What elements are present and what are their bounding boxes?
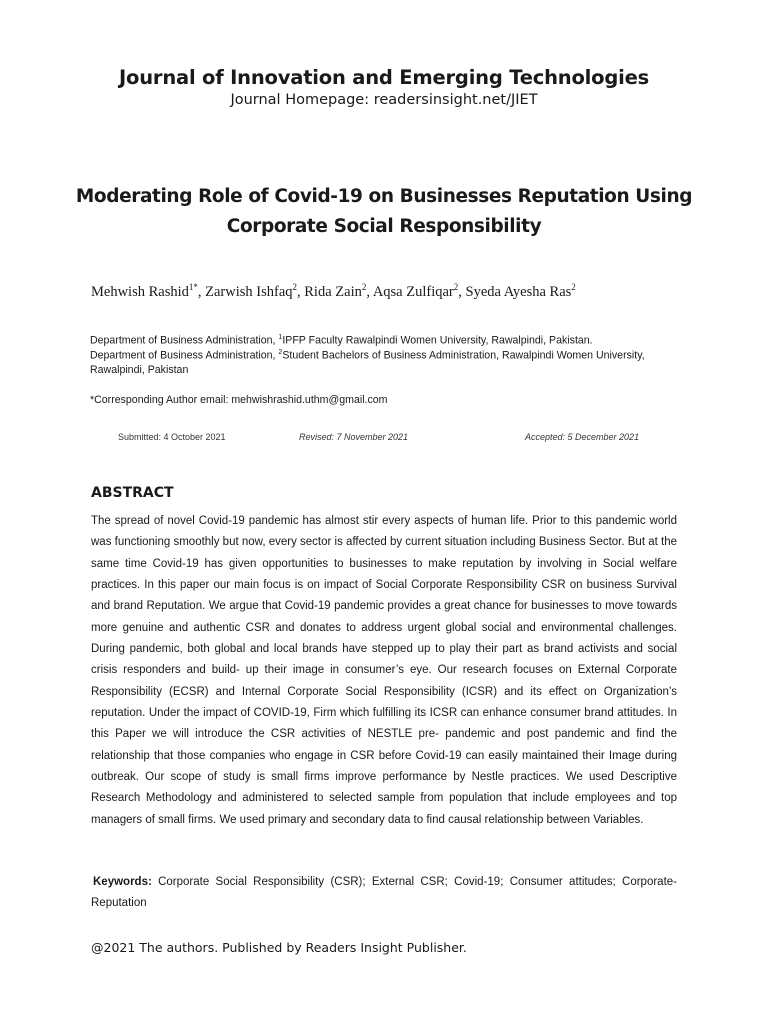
journal-homepage: Journal Homepage: readersinsight.net/JIET <box>230 92 538 108</box>
keywords-text: Corporate Social Responsibility (CSR); External CSR; Covid-19; Consumer attitudes; Corporate-Reputation <box>91 876 677 910</box>
journal-title: Journal of Innovation and Emerging Technologies <box>118 66 650 89</box>
submitted-date: Submitted: 4 October 2021 <box>118 432 226 442</box>
author-name: Rida Zain <box>304 283 362 300</box>
affiliation-text: IPFP Faculty Rawalpindi Women University, Rawalpindi, Pakistan. <box>282 334 593 347</box>
affiliation-text: Department of Business Administration, <box>90 334 279 347</box>
author-name: Mehwish Rashid <box>91 283 189 300</box>
author-name: Zarwish Ishfaq <box>205 283 293 300</box>
author-affiliation-marker: 1* <box>188 282 198 292</box>
affiliation-marker: 2 <box>278 349 283 356</box>
corresponding-author-email: *Corresponding Author email: mehwishrashid.uthm@gmail.com <box>90 394 388 406</box>
author-list: Mehwish Rashid$^{1*}$, Zarwish Ishfaq$^2$, Rida Zain$^2$, Aqsa Zulfiqar$^2$, Syeda Ayesha Ras$^2$ <box>91 282 576 300</box>
author-affiliation-marker: 2 <box>571 282 576 292</box>
keywords <box>91 872 677 915</box>
affiliation-2 <box>90 346 690 377</box>
affiliation-text: Department of Business Administration, <box>90 349 279 362</box>
abstract-heading: ABSTRACT <box>91 485 174 501</box>
accepted-date: Accepted: 5 December 2021 <box>525 432 640 442</box>
author-affiliation-marker: 2 <box>453 282 459 292</box>
copyright-footer: @2021 The authors. Published by Readers Insight Publisher. <box>91 940 467 955</box>
author-affiliation-marker: 2 <box>361 282 367 292</box>
author-name: Syeda Ayesha Ras <box>465 283 572 300</box>
revised-date: Revised: 7 November 2021 <box>299 432 409 442</box>
paper-title: Moderating Role of Covid-19 on Businesses Reputation Using Corporate Social Responsibility <box>75 186 693 237</box>
keywords-label: Keywords: <box>93 876 152 888</box>
abstract-body: The spread of novel Covid-19 pandemic has almost stir every aspects of human life. Prior to this pandemic world was functioning smoothly but now, every sector is affected by current situation including Business Sector. But at the same time Covid-19 has given opportunities to businesses to make reputation by involving in Social welfare practices. In this paper our main focus is on impact of Social Corporate Responsibility CSR on business Survival and brand Reputation. We argue that Covid-19 pandemic provides a great chance for businesses to move towards more genuine and authentic CSR and donates to address urgent global social and environmental challenges. During pandemic, both global and local brands have stepped up to play their part as brand activists and social crisis responders and build- up their image in consumer’s eye. Our research focuses on External Corporate Responsibility (ECSR) and Internal Corporate Social Responsibility (ICSR) and its effect on Organization’s reputation. Under the impact of COVID-19, Firm which fulfilling its ICSR can enhance consumer brand attitudes. In this Paper we will introduce the CSR activities of NESTLE pre- pandemic and post pandemic and find the relationship that those companies who engage in CSR before Covid-19 can easily maintained their Image during outbreak. Our scope of study is small firms improve performance by Nestle practices. We used Descriptive Research Methodology and administered to selected sample from population that include employees and top managers of small firms. We used primary and secondary data to find causal relationship between Variables. <box>91 515 677 826</box>
author-affiliation-marker: 2 <box>292 282 298 292</box>
author-name: Aqsa Zulfiqar <box>372 283 454 300</box>
affiliation-marker: 1 <box>278 334 283 341</box>
affiliation-text: Student Bachelors of Business Administration, Rawalpindi Women University, Rawalpindi, Pakistan <box>90 349 645 376</box>
